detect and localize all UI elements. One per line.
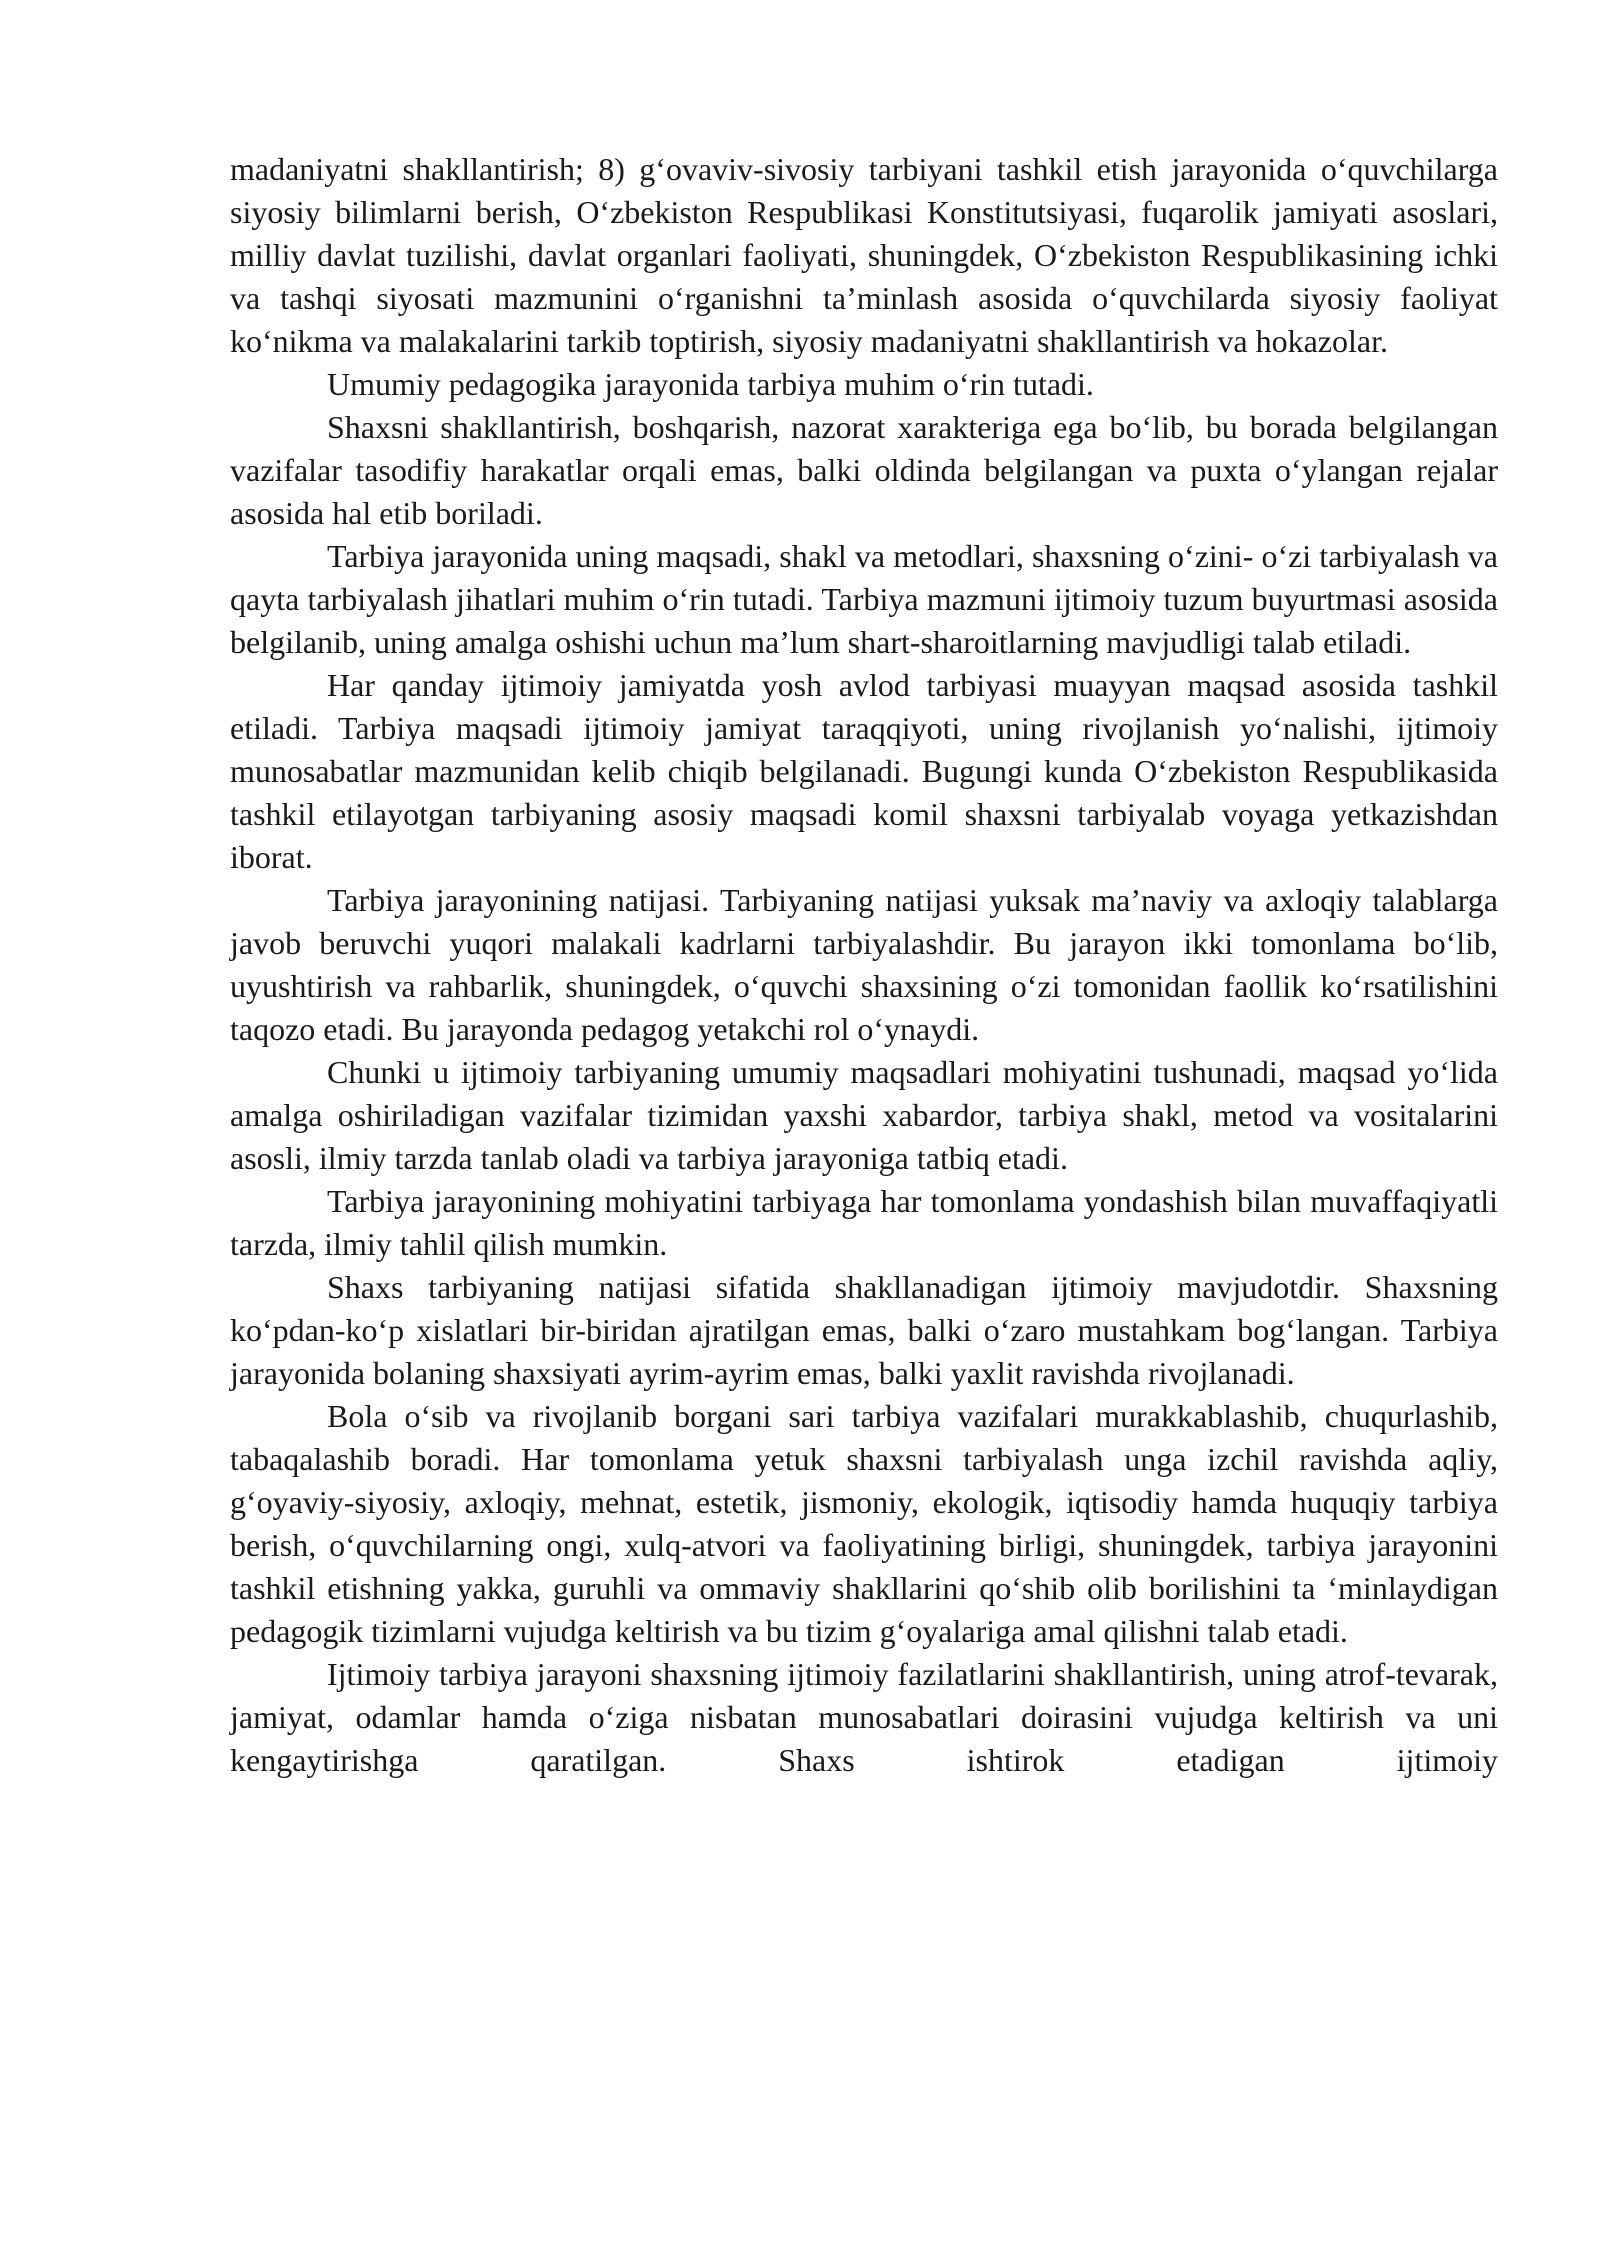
- paragraph: Umumiy pedagogika jarayonida tarbiya muhim oʻrin tutadi.: [327, 366, 1094, 402]
- paragraph: Shaxs tarbiyaning natijasi sifatida shakllanadigan ijtimoiy mavjudotdir. Shaxsning koʻpdan-koʻp xislatlari bir-biridan ajratilgan emas, balki oʻzaro mustahkam bogʻlangan. Tarbiya jarayonida bolaning shaxsiyati ayrim-ayrim emas, balki yaxlit ravishda rivojlanadi.: [230, 1269, 1498, 1391]
- paragraph: Tarbiya jarayonining natijasi. Tarbiyaning natijasi yuksak maʼnaviy va axloqiy talablarga javob beruvchi yuqori malakali kadrlarni tarbiyalashdir. Bu jarayon ikki tomonlama boʻlib, uyushtirish va rahbarlik, shuningdek, oʻquvchi shaxsining oʻzi tomonidan faollik koʻrsatilishini taqozo etadi. Bu jarayonda pedagog yetakchi rol oʻynaydi.: [230, 882, 1498, 1047]
- paragraph: Tarbiya jarayonida uning maqsadi, shakl va metodlari, shaxsning oʻzini- oʻzi tarbiyalash va qayta tarbiyalash jihatlari muhim oʻrin tutadi. Tarbiya mazmuni ijtimoiy tuzum buyurtmasi asosida belgilanib, uning amalga oshishi uchun maʼlum shart-sharoitlarning mavjudligi talab etiladi.: [230, 538, 1498, 660]
- paragraph: Bola oʻsib va rivojlanib borgani sari tarbiya vazifalari murakkablashib, chuqurlashib, tabaqalashib boradi. Har tomonlama yetuk shaxsni tarbiyalash unga izchil ravishda aqliy, gʻoyaviy-siyosiy, axloqiy, mehnat, estetik, jismoniy, ekologik, iqtisodiy hamda huquqiy tarbiya berish, oʻquvchilarning ongi, xulq-atvori va faoliyatining birligi, shuningdek, tarbiya jarayonini tashkil etishning yakka, guruhli va ommaviy shakllarini qoʻshib olib borilishini ta ʻminlaydigan pedagogik tizimlarni vujudga keltirish va bu tizim gʻoyalariga amal qilishni talab etadi.: [230, 1398, 1498, 1649]
- body-text: [230, 148, 1498, 1782]
- paragraph: Chunki u ijtimoiy tarbiyaning umumiy maqsadlari mohiyatini tushunadi, maqsad yoʻlida amalga oshiriladigan vazifalar tizimidan yaxshi xabardor, tarbiya shakl, metod va vositalarini asosli, ilmiy tarzda tanlab oladi va tarbiya jarayoniga tatbiq etadi.: [230, 1054, 1498, 1176]
- paragraph-continues: Ijtimoiy tarbiya jarayoni shaxsning ijtimoiy fazilatlarini shakllantirish, uning atrof-tevarak, jamiyat, odamlar hamda oʻziga nisbatan munosabatlari doirasini vujudga keltirish va uni kengaytirishga qaratilgan. Shaxs ishtirok etadigan ijtimoiy: [230, 1656, 1498, 1778]
- paragraph-continued: madaniyatni shakllantirish; 8) gʻovaviv-sivosiy tarbiyani tashkil etish jarayonida oʻquvchilarga siyosiy bilimlarni berish, Oʻzbekiston Respublikasi Konstitutsiyasi, fuqarolik jamiyati asoslari, milliy davlat tuzilishi, davlat organlari faoliyati, shuningdek, Oʻzbekiston Respublikasining ichki va tashqi siyosati mazmunini oʻrganishni taʼminlash asosida oʻquvchilarda siyosiy faoliyat koʻnikma va malakalarini tarkib toptirish, siyosiy madaniyatni shakllantirish va hokazolar.: [230, 151, 1498, 359]
- paragraph: Tarbiya jarayonining mohiyatini tarbiyaga har tomonlama yondashish bilan muvaffaqiyatli tarzda, ilmiy tahlil qilish mumkin.: [230, 1183, 1498, 1262]
- paragraph: Har qanday ijtimoiy jamiyatda yosh avlod tarbiyasi muayyan maqsad asosida tashkil etiladi. Tarbiya maqsadi ijtimoiy jamiyat taraqqiyoti, uning rivojlanish yoʻnalishi, ijtimoiy munosabatlar mazmunidan kelib chiqib belgilanadi. Bugungi kunda Oʻzbekiston Respublikasida tashkil etilayotgan tarbiyaning asosiy maqsadi komil shaxsni tarbiyalab voyaga yetkazishdan iborat.: [230, 667, 1498, 875]
- paragraph: Shaxsni shakllantirish, boshqarish, nazorat xarakteriga ega boʻlib, bu borada belgilangan vazifalar tasodifiy harakatlar orqali emas, balki oldinda belgilangan va puxta oʻylangan rejalar asosida hal etib boriladi.: [230, 409, 1498, 531]
